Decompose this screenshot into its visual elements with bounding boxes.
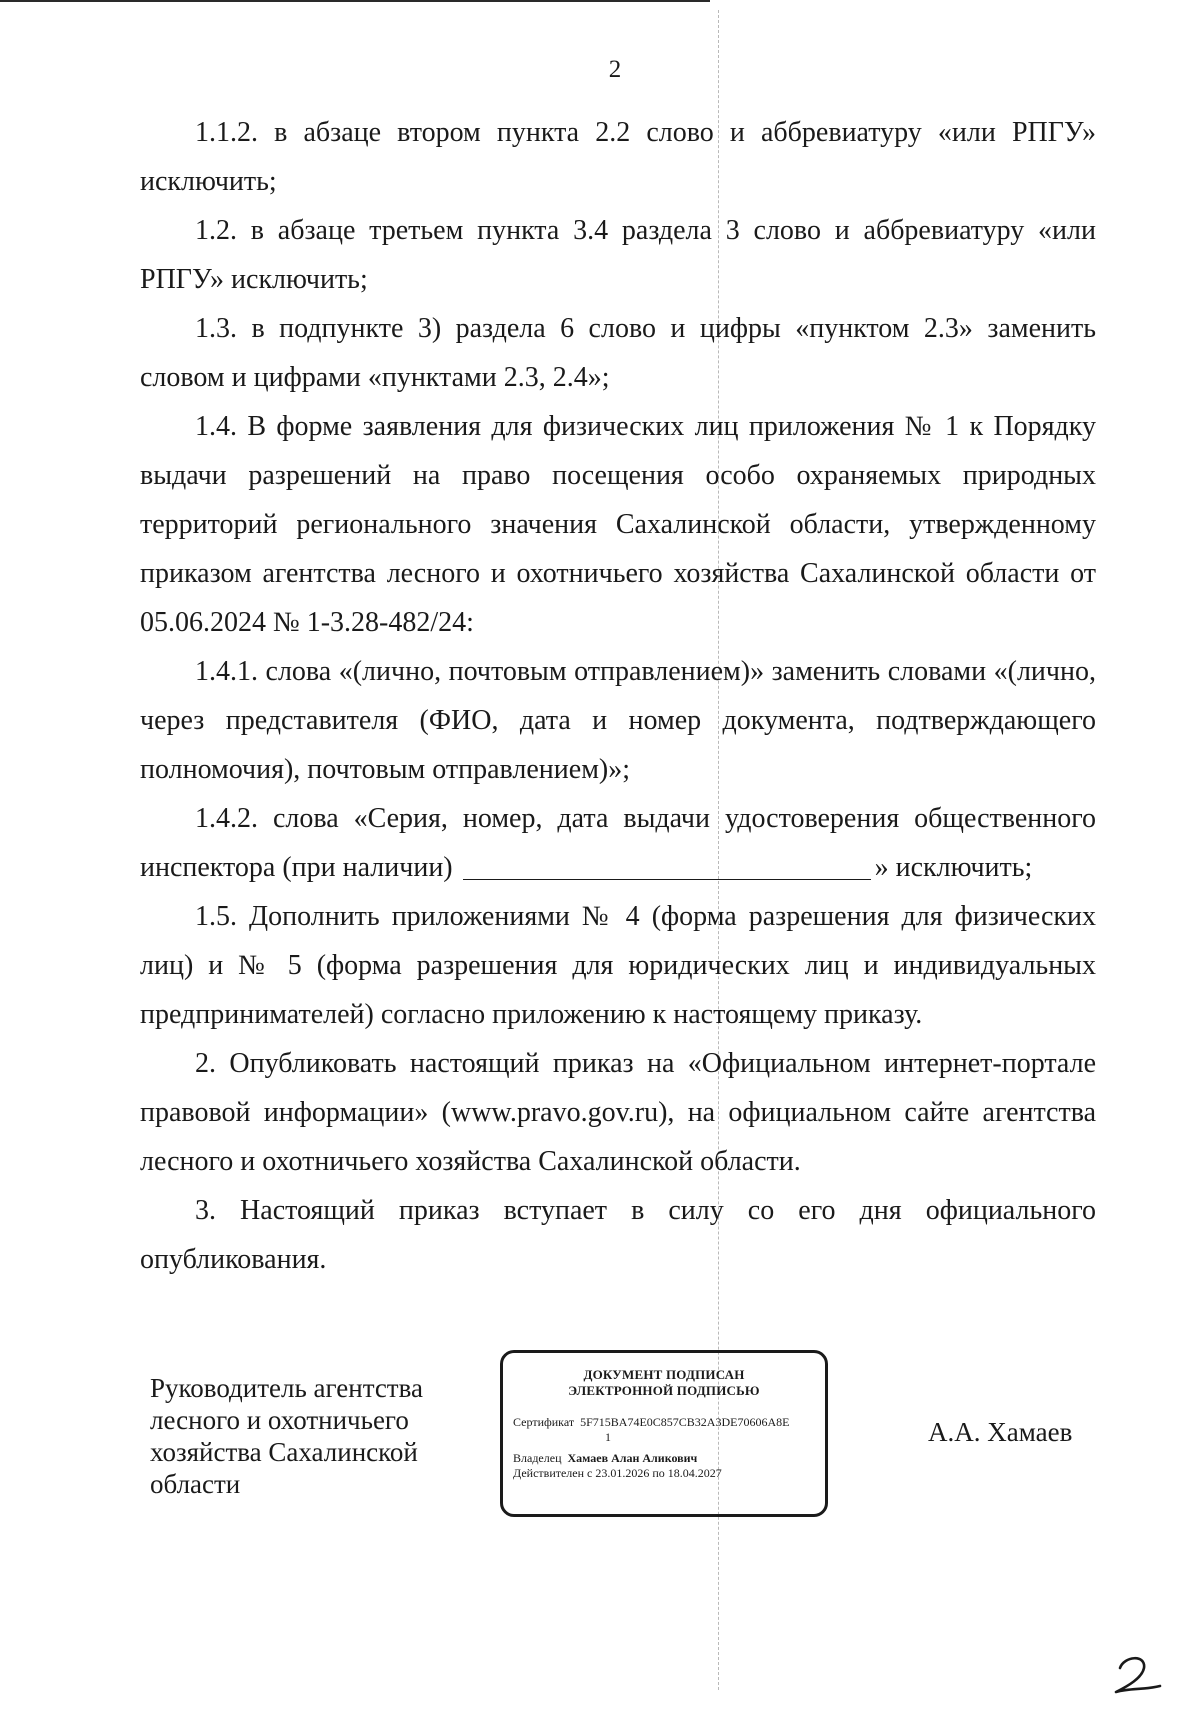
stamp-owner-row — [513, 1451, 815, 1466]
handwritten-2-mark-icon — [1110, 1654, 1170, 1698]
signer-position-line: хозяйства Сахалинской — [150, 1437, 418, 1467]
paragraph-1-5: 1.5. Дополнить приложениями № 4 (форма разрешения для физических лиц) и № 5 (форма разрешения для юридических лиц и индивидуальных предпринимателей) согласно приложению к настоящему приказу. — [140, 901, 1096, 1030]
paragraph-2: 2. Опубликовать настоящий приказ на «Официальном интернет-портале правовой информации» (www.pravo.gov.ru), на официальном сайте агентства лесного и охотничьего хозяйства Сахалинской области. — [140, 1048, 1096, 1177]
stamp-title-line-2: ЭЛЕКТРОННОЙ ПОДПИСЬЮ — [568, 1383, 760, 1398]
blank-fill-line — [463, 851, 871, 880]
paragraph-1-4-2-text: 1.4.2. слова «Серия, номер, дата выдачи удостоверения общественного инспектора (при наличии) — [140, 803, 1096, 883]
paragraph-3: 3. Настоящий приказ вступает в силу со его дня официального опубликования. — [140, 1195, 1096, 1275]
signer-position-line: области — [150, 1469, 241, 1499]
document-body — [140, 108, 1096, 1284]
stamp-certificate-label: Сертификат — [513, 1415, 575, 1429]
paragraph-1-4-2 — [140, 794, 1096, 892]
page-number: 2 — [608, 56, 622, 83]
paragraph-1-4-1: 1.4.1. слова «(лично, почтовым отправлением)» заменить словами «(лично, через представителя (ФИО, дата и номер документа, подтверждающего полномочия), почтовым отправлением)»; — [140, 656, 1096, 785]
paragraph-1-3: 1.3. в подпункте 3) раздела 6 слово и цифры «пунктом 2.3» заменить словом и цифрами «пунктами 2.3, 2.4»; — [140, 313, 1096, 393]
top-border-line — [0, 0, 710, 2]
signer-position — [150, 1372, 470, 1500]
paragraph-1-4-2-tail: » исключить; — [874, 852, 1033, 883]
paragraph-1-4: 1.4. В форме заявления для физических лиц приложения № 1 к Порядку выдачи разрешений на право посещения особо охраняемых природных территорий регионального значения Сахалинской области, утвержденному приказом агентства лесного и охотничьего хозяйства Сахалинской области от 05.06.2024 № 1-3.28-482/24: — [140, 411, 1096, 638]
signer-name: А.А. Хамаев — [928, 1417, 1073, 1447]
stamp-owner-label: Владелец — [513, 1451, 562, 1465]
stamp-certificate-tail: 1 — [605, 1430, 611, 1444]
electronic-signature-stamp — [500, 1350, 828, 1517]
stamp-owner-value: Хамаев Алан Аликович — [567, 1451, 698, 1465]
signer-position-line: лесного и охотничьего — [150, 1405, 409, 1435]
paragraph-1-2: 1.2. в абзаце третьем пункта 3.4 раздела 3 слово и аббревиатуру «или РПГУ» исключить; — [140, 215, 1096, 295]
stamp-certificate-row — [513, 1415, 815, 1430]
stamp-certificate-value: 5F715BA74E0C857CB32A3DE70606A8E — [580, 1415, 790, 1429]
stamp-validity-row: Действителен с 23.01.2026 по 18.04.2027 — [513, 1466, 722, 1480]
paragraph-1-1-2: 1.1.2. в абзаце втором пункта 2.2 слово и аббревиатуру «или РПГУ» исключить; — [140, 117, 1096, 197]
signer-position-line: Руководитель агентства — [150, 1373, 423, 1403]
stamp-title-line-1: ДОКУМЕНТ ПОДПИСАН — [583, 1367, 745, 1382]
